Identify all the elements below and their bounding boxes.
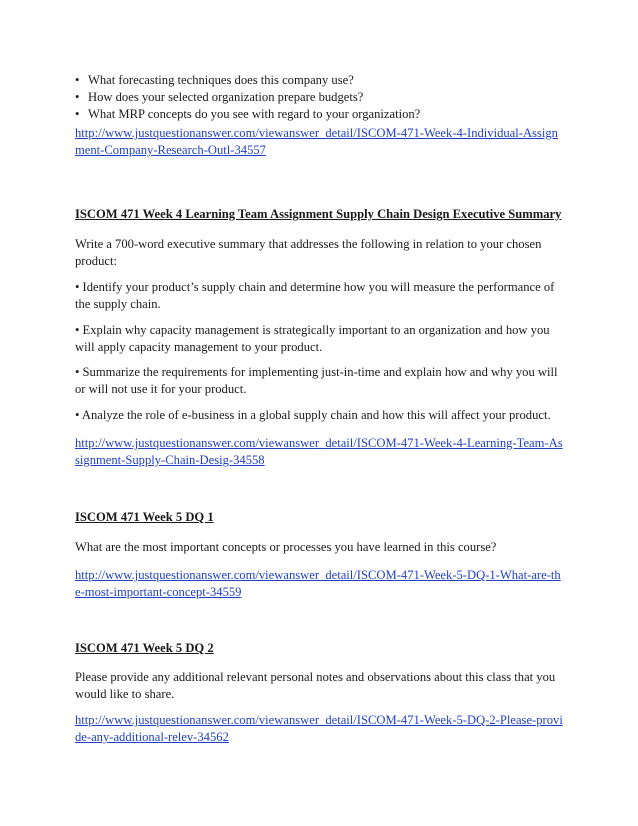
week4-team-item: • Identify your product’s supply chain and determine how you will measure the performance of the supply chain. [75,280,555,311]
week5-dq1-link[interactable]: http://www.justquestionanswer.com/viewanswer_detail/ISCOM-471-Week-5-DQ-1-What-are-the-most-important-concept-34559 [75,568,561,599]
week5-dq1-question: What are the most important concepts or processes you have learned in this course? [75,540,497,554]
week4-individual-link[interactable]: http://www.justquestionanswer.com/viewanswer_detail/ISCOM-471-Week-4-Individual-Assignment-Company-Research-Outl-34557 [75,126,558,157]
week4-team-heading: ISCOM 471 Week 4 Learning Team Assignment Supply Chain Design Executive Summary [75,207,562,221]
week5-dq1-heading: ISCOM 471 Week 5 DQ 1 [75,510,214,524]
week4-team-item: • Summarize the requirements for implementing just-in-time and explain how and why you will or will not use it for your product. [75,365,558,396]
intro-bullet-list [75,72,565,123]
week4-team-item: • Analyze the role of e-business in a global supply chain and how this will affect your product. [75,408,551,422]
week4-team-link[interactable]: http://www.justquestionanswer.com/viewanswer_detail/ISCOM-471-Week-4-Learning-Team-Assignment-Supply-Chain-Desig-34558 [75,436,563,467]
week5-dq2-question: Please provide any additional relevant personal notes and observations about this class that you would like to share. [75,670,556,701]
bullet-icon: • [75,107,80,121]
week5-dq2-link[interactable]: http://www.justquestionanswer.com/viewanswer_detail/ISCOM-471-Week-5-DQ-2-Please-provide-any-additional-relev-34562 [75,713,563,744]
week4-team-intro: Write a 700-word executive summary that addresses the following in relation to your chosen product: [75,237,542,268]
bullet-icon: • [75,73,80,87]
week5-dq2-heading: ISCOM 471 Week 5 DQ 2 [75,641,214,655]
list-item: • What MRP concepts do you see with regard to your organization? [75,107,421,121]
bullet-icon: • [75,90,80,104]
list-item: • What forecasting techniques does this company use? [75,73,354,87]
list-item: • How does your selected organization prepare budgets? [75,90,364,104]
week4-team-item: • Explain why capacity management is strategically important to an organization and how you will apply capacity management to your product. [75,323,550,354]
